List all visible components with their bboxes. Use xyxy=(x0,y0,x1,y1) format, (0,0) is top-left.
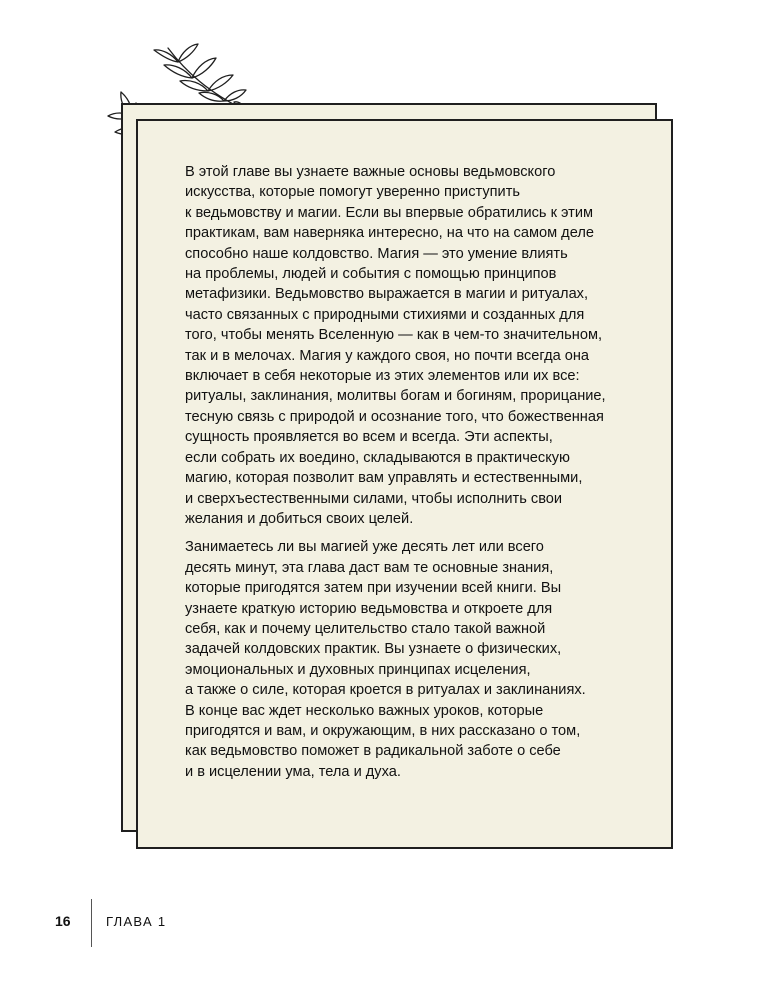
text-line: пригодятся и вам, и окружающим, в них рассказано о том, xyxy=(185,722,581,739)
text-line: эмоциональных и духовных принципах исцеления, xyxy=(185,661,531,678)
text-line: сущность проявляется во всем и всегда. Эти аспекты, xyxy=(185,429,553,446)
text-line: тесную связь с природой и осознание того, что божественная xyxy=(185,408,604,425)
text-line: магию, которая позволит вам управлять и естественными, xyxy=(185,470,583,487)
text-line: часто связанных с природными стихиями и созданных для xyxy=(185,306,585,323)
text-line: того, чтобы менять Вселенную — как в чем-то значительном, xyxy=(185,327,603,344)
text-line: себя, как и почему целительство стало такой важной xyxy=(185,620,546,637)
text-line: к ведьмовству и магии. Если вы впервые обратились к этим xyxy=(185,204,594,221)
body-text xyxy=(185,162,615,782)
text-line: на проблемы, людей и события с помощью принципов xyxy=(185,266,557,283)
text-line: задачей колдовских практик. Вы узнаете о физических, xyxy=(185,641,562,658)
footer-divider xyxy=(91,899,92,947)
paragraph-1 xyxy=(185,162,615,529)
text-line: способно наше колдовство. Магия — это умение влиять xyxy=(185,245,568,262)
text-line: В конце вас ждет несколько важных уроков, которые xyxy=(185,702,544,719)
page-number: 16 xyxy=(55,913,71,929)
text-line: и сверхъестественными силами, чтобы исполнить свои xyxy=(185,490,563,507)
text-line: и в исцелении ума, тела и духа. xyxy=(185,763,401,780)
text-line: искусства, которые помогут уверенно приступить xyxy=(185,184,520,201)
text-line: Занимаетесь ли вы магией уже десять лет или всего xyxy=(185,539,544,556)
text-line: если собрать их воедино, складываются в практическую xyxy=(185,449,571,466)
text-line: узнаете краткую историю ведьмовства и откроете для xyxy=(185,600,553,617)
text-line: включает в себя некоторые из этих элементов или их все: xyxy=(185,368,580,385)
text-line: как ведьмовство поможет в радикальной заботе о себе xyxy=(185,743,561,760)
text-line: так и в мелочах. Магия у каждого своя, но почти всегда она xyxy=(185,347,590,364)
text-line: метафизики. Ведьмовство выражается в магии и ритуалах, xyxy=(185,286,589,303)
chapter-label: ГЛАВА 1 xyxy=(106,914,167,929)
text-line: В этой главе вы узнаете важные основы ведьмовского xyxy=(185,164,556,180)
text-line: десять минут, эта глава даст вам те основные знания, xyxy=(185,559,554,576)
paragraph-2 xyxy=(185,537,615,782)
text-line: желания и добиться своих целей. xyxy=(185,510,414,527)
text-line: а также о силе, которая кроется в ритуалах и заклинаниях. xyxy=(185,682,586,699)
text-line: практикам, вам наверняка интересно, на что на самом деле xyxy=(185,225,594,242)
text-line: которые пригодятся затем при изучении всей книги. Вы xyxy=(185,580,562,597)
text-line: ритуалы, заклинания, молитвы богам и богиням, прорицание, xyxy=(185,388,606,405)
